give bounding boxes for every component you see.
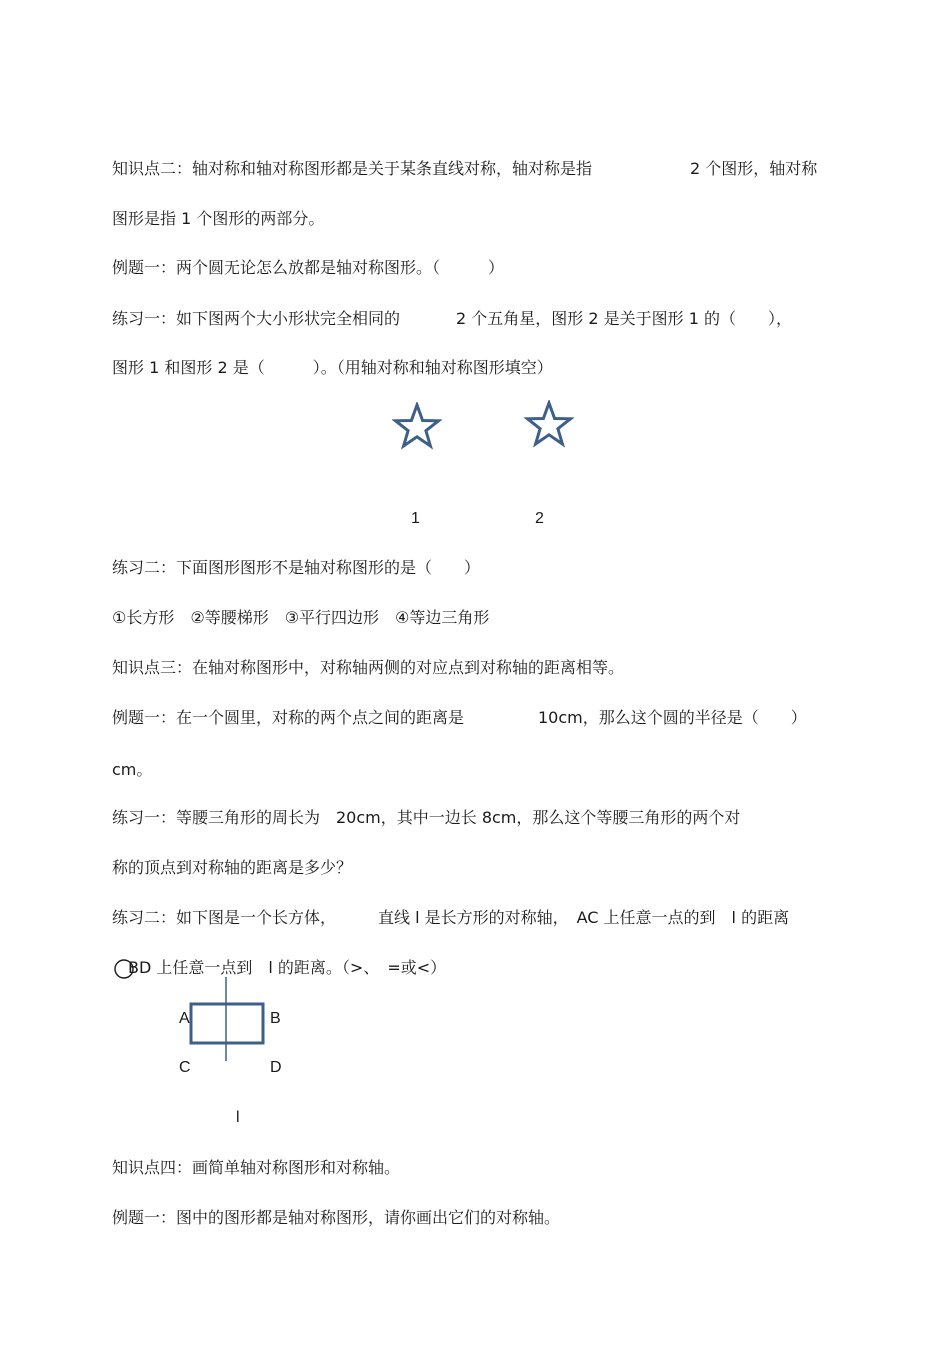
star-label-1: 1: [411, 510, 420, 527]
section3-exercise1-line1: 练习一：等腰三角形的周长为 20cm，其中一边长 8cm，那么这个等腰三角形的两个对: [112, 808, 741, 827]
rect-label-d: D: [270, 1059, 282, 1076]
section4-title: 知识点四：画简单轴对称图形和对称轴。: [112, 1158, 401, 1177]
section3-exercise2-part1: 练习二：如下图是一个长方体，: [112, 908, 337, 927]
exercise1-text-part2: 2 个五角星，图形 2 是关于图形 1 的（ ），: [456, 309, 792, 328]
section3-example-line2: cm。: [112, 760, 153, 779]
exercise1-text-line2: 图形 1 和图形 2 是（ ）。（用轴对称和轴对称图形填空）: [112, 358, 553, 377]
exercise1-text-part1: 练习一：如下图两个大小形状完全相同的: [112, 309, 401, 328]
section4-example: 例题一：图中的图形都是轴对称图形，请你画出它们的对称轴。: [112, 1208, 561, 1227]
section3-title: 知识点三：在轴对称图形中，对称轴两侧的对应点到对称轴的距离相等。: [112, 658, 625, 677]
example1-text: 例题一：两个圆无论怎么放都是轴对称图形。（ ）: [112, 258, 505, 277]
rect-label-b: B: [270, 1010, 281, 1027]
rectangle-abcd: [191, 1004, 263, 1043]
section2-text-part2: 2 个图形，轴对称: [690, 159, 818, 178]
rect-label-a: A: [179, 1010, 190, 1027]
exercise2-question: 练习二：下面图形图形不是轴对称图形的是（ ）: [112, 558, 481, 577]
section2-text-part1: 知识点二：轴对称和轴对称图形都是关于某条直线对称，轴对称是指: [112, 159, 593, 178]
star-outline-icon: [524, 400, 574, 448]
rect-label-c: C: [179, 1059, 191, 1076]
section2-text-line2: 图形是指 1 个图形的两部分。: [112, 209, 325, 228]
axis-label-l: l: [236, 1109, 240, 1126]
rectangle-diagram: [185, 975, 275, 1065]
section3-example-part1: 例题一：在一个圆里，对称的两个点之间的距离是: [112, 708, 465, 727]
section3-exercise2-part2: 直线 l 是长方形的对称轴， AC 上任意一点的到 l 的距离: [378, 908, 790, 927]
section3-example-part2: 10cm，那么这个圆的半径是（ ）: [538, 708, 807, 727]
section3-exercise2-line2: BD 上任意一点到 l 的距离。（>、 =或<）: [128, 958, 447, 977]
star-outline-icon: [392, 402, 442, 450]
exercise2-options: ①长方形 ②等腰梯形 ③平行四边形 ④等边三角形: [112, 608, 490, 627]
star-label-2: 2: [535, 510, 544, 527]
section3-exercise1-line2: 称的顶点到对称轴的距离是多少？: [112, 858, 353, 877]
